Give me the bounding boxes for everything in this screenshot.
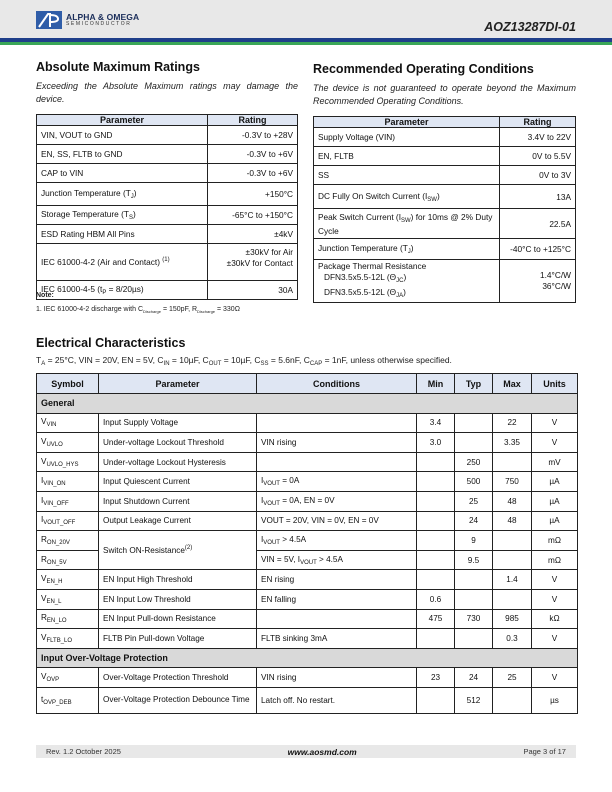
section-title: Absolute Maximum Ratings	[36, 60, 200, 74]
table-row: Supply Voltage (VIN) 3.4V to 22V	[314, 128, 576, 147]
section-note: The device is not guaranteed to operate beyond the Maximum Recommended Operating Conditions.	[313, 83, 576, 106]
col-header: Symbol	[37, 374, 99, 394]
table-row: $R_{ON\_20V}$ Switch ON-Resistance$^{(2)}$ $I_{VOUT} > 4.5A$ 9 mΩ	[37, 531, 578, 551]
page-header	[0, 0, 612, 38]
table-row: $V_{EN\_L}$ EN Input Low Threshold EN falling 0.6 V	[37, 589, 578, 609]
table-row: Storage Temperature $(T_S)$ -65°C to +150°C	[37, 206, 298, 225]
footnote: Note: 1. IEC 61000-4-2 discharge with $C_{Discharge} = 150pF$, $R_{Discharge} = 330\Omega$	[36, 292, 240, 314]
table-row: $I_{VOUT\_OFF}$ Output Leakage Current VOUT = 20V, VIN = 0V, EN = 0V 24 48 µA	[37, 511, 578, 531]
section-row: Input Over-Voltage Protection	[37, 648, 578, 668]
col-header: Min	[417, 374, 455, 394]
col-header: Parameter	[99, 374, 257, 394]
test-conditions: $T_A = 25^\circ C$, VIN = 20V, EN = 5V, $C_{IN} = 10\mu F$, $C_{OUT} = 10\mu F$, $C_{SS} = 5.6nF$, $C_{CAP} = 1nF$, unless otherwise specified.	[36, 355, 452, 367]
company-subtitle: SEMICONDUCTOR	[66, 21, 132, 28]
footnote-item: 1. IEC 61000-4-2 discharge with $C_{Discharge} = 150pF$, $R_{Discharge} = 330\Omega$	[36, 306, 240, 314]
page-footer	[36, 745, 576, 758]
col-header: Parameter	[314, 117, 500, 128]
ec-table	[36, 373, 578, 714]
website-link[interactable]: www.aosmd.com	[287, 746, 357, 757]
table-row: $R_{ON\_5V}$ VIN = 5V, $I_{VOUT} > 4.5A$ 9.5 mΩ	[37, 550, 578, 570]
table-row: $V_{UVLO}$ Under-voltage Lockout Threshold VIN rising 3.0 3.35 V	[37, 433, 578, 453]
table-row: IEC 61000-4-5 $(t_P = 8/20\mu s)$ 30A	[37, 281, 298, 300]
col-header: Rating	[208, 115, 298, 126]
col-header: Conditions	[257, 374, 417, 394]
table-row: ESD Rating HBM All Pins ±4kV	[37, 225, 298, 244]
table-row: $I_{VIN\_ON}$ Input Quiescent Current $I_{VOUT} = 0A$ 500 750 µA	[37, 472, 578, 492]
table-row: Package Thermal Resistance DFN3.5x5.5-12L $(\Theta_{JC})$ DFN3.5x5.5-12L $(\Theta_{JA})$ 1.4°C/W 36°C/W	[314, 260, 576, 303]
absolute-maximum-ratings	[36, 60, 298, 300]
col-header: Rating	[500, 117, 576, 128]
document-id: AOZ13287DI-01	[484, 20, 576, 34]
table-row: EN, SS, FLTB to GND -0.3V to +6V	[37, 145, 298, 164]
col-header: Max	[493, 374, 532, 394]
col-header: Parameter	[37, 115, 208, 126]
revision: Rev. 1.2 October 2025	[46, 747, 121, 756]
col-header: Typ	[455, 374, 493, 394]
company-logo	[36, 11, 139, 29]
logo-mark-icon	[36, 11, 62, 29]
section-title: Recommended Operating Conditions	[313, 62, 534, 76]
roc-table	[313, 116, 576, 303]
table-row: IEC 61000-4-2 (Air and Contact) $^{(1)}$ ±30kV for Air ±30kV for Contact	[37, 244, 298, 281]
table-row: $V_{OVP}$ Over-Voltage Protection Threshold VIN rising 23 24 25 V	[37, 668, 578, 688]
table-row: Junction Temperature $(T_J)$ -40°C to +125°C	[314, 239, 576, 260]
header-rule-green	[0, 42, 612, 45]
table-row: DC Fully On Switch Current $(I_{SW})$ 13A	[314, 185, 576, 209]
amr-table	[36, 114, 298, 300]
table-row: VIN, VOUT to GND -0.3V to +28V	[37, 126, 298, 145]
col-header: Units	[532, 374, 578, 394]
table-row: $V_{EN\_H}$ EN Input High Threshold EN rising 1.4 V	[37, 570, 578, 590]
table-row: $V_{FLTB\_LO}$ FLTB Pin Pull-down Voltage FLTB sinking 3mA 0.3 V	[37, 629, 578, 649]
table-row: $R_{EN\_LO}$ EN Input Pull-down Resistance 475 730 985 kΩ	[37, 609, 578, 629]
table-row: Peak Switch Current $(I_{SW})$ for 10ms @ 2% Duty Cycle 22.5A	[314, 209, 576, 239]
table-row: EN, FLTB 0V to 5.5V	[314, 147, 576, 166]
company-name: ALPHA & OMEGA	[66, 11, 140, 22]
table-row: CAP to VIN -0.3V to +6V	[37, 164, 298, 183]
table-row: $V_{UVLO\_HYS}$ Under-voltage Lockout Hysteresis 250 mV	[37, 452, 578, 472]
electrical-characteristics	[36, 336, 577, 714]
table-row: SS 0V to 3V	[314, 166, 576, 185]
table-row: $I_{VIN\_OFF}$ Input Shutdown Current $I_{VOUT} = 0A$, EN = 0V 25 48 µA	[37, 491, 578, 511]
section-note: Exceeding the Absolute Maximum ratings may damage the device.	[36, 81, 298, 104]
table-row: $t_{OVP\_DEB}$ Over-Voltage Protection Debounce Time Latch off. No restart. 512 µs	[37, 687, 578, 713]
section-row: General	[37, 394, 578, 414]
page-number: Page 3 of 17	[523, 747, 566, 756]
section-title: Electrical Characteristics	[36, 336, 186, 350]
table-row: $V_{VIN}$ Input Supply Voltage 3.4 22 V	[37, 413, 578, 433]
recommended-operating-conditions	[313, 62, 576, 303]
table-row: Junction Temperature $(T_J)$ +150°C	[37, 183, 298, 206]
